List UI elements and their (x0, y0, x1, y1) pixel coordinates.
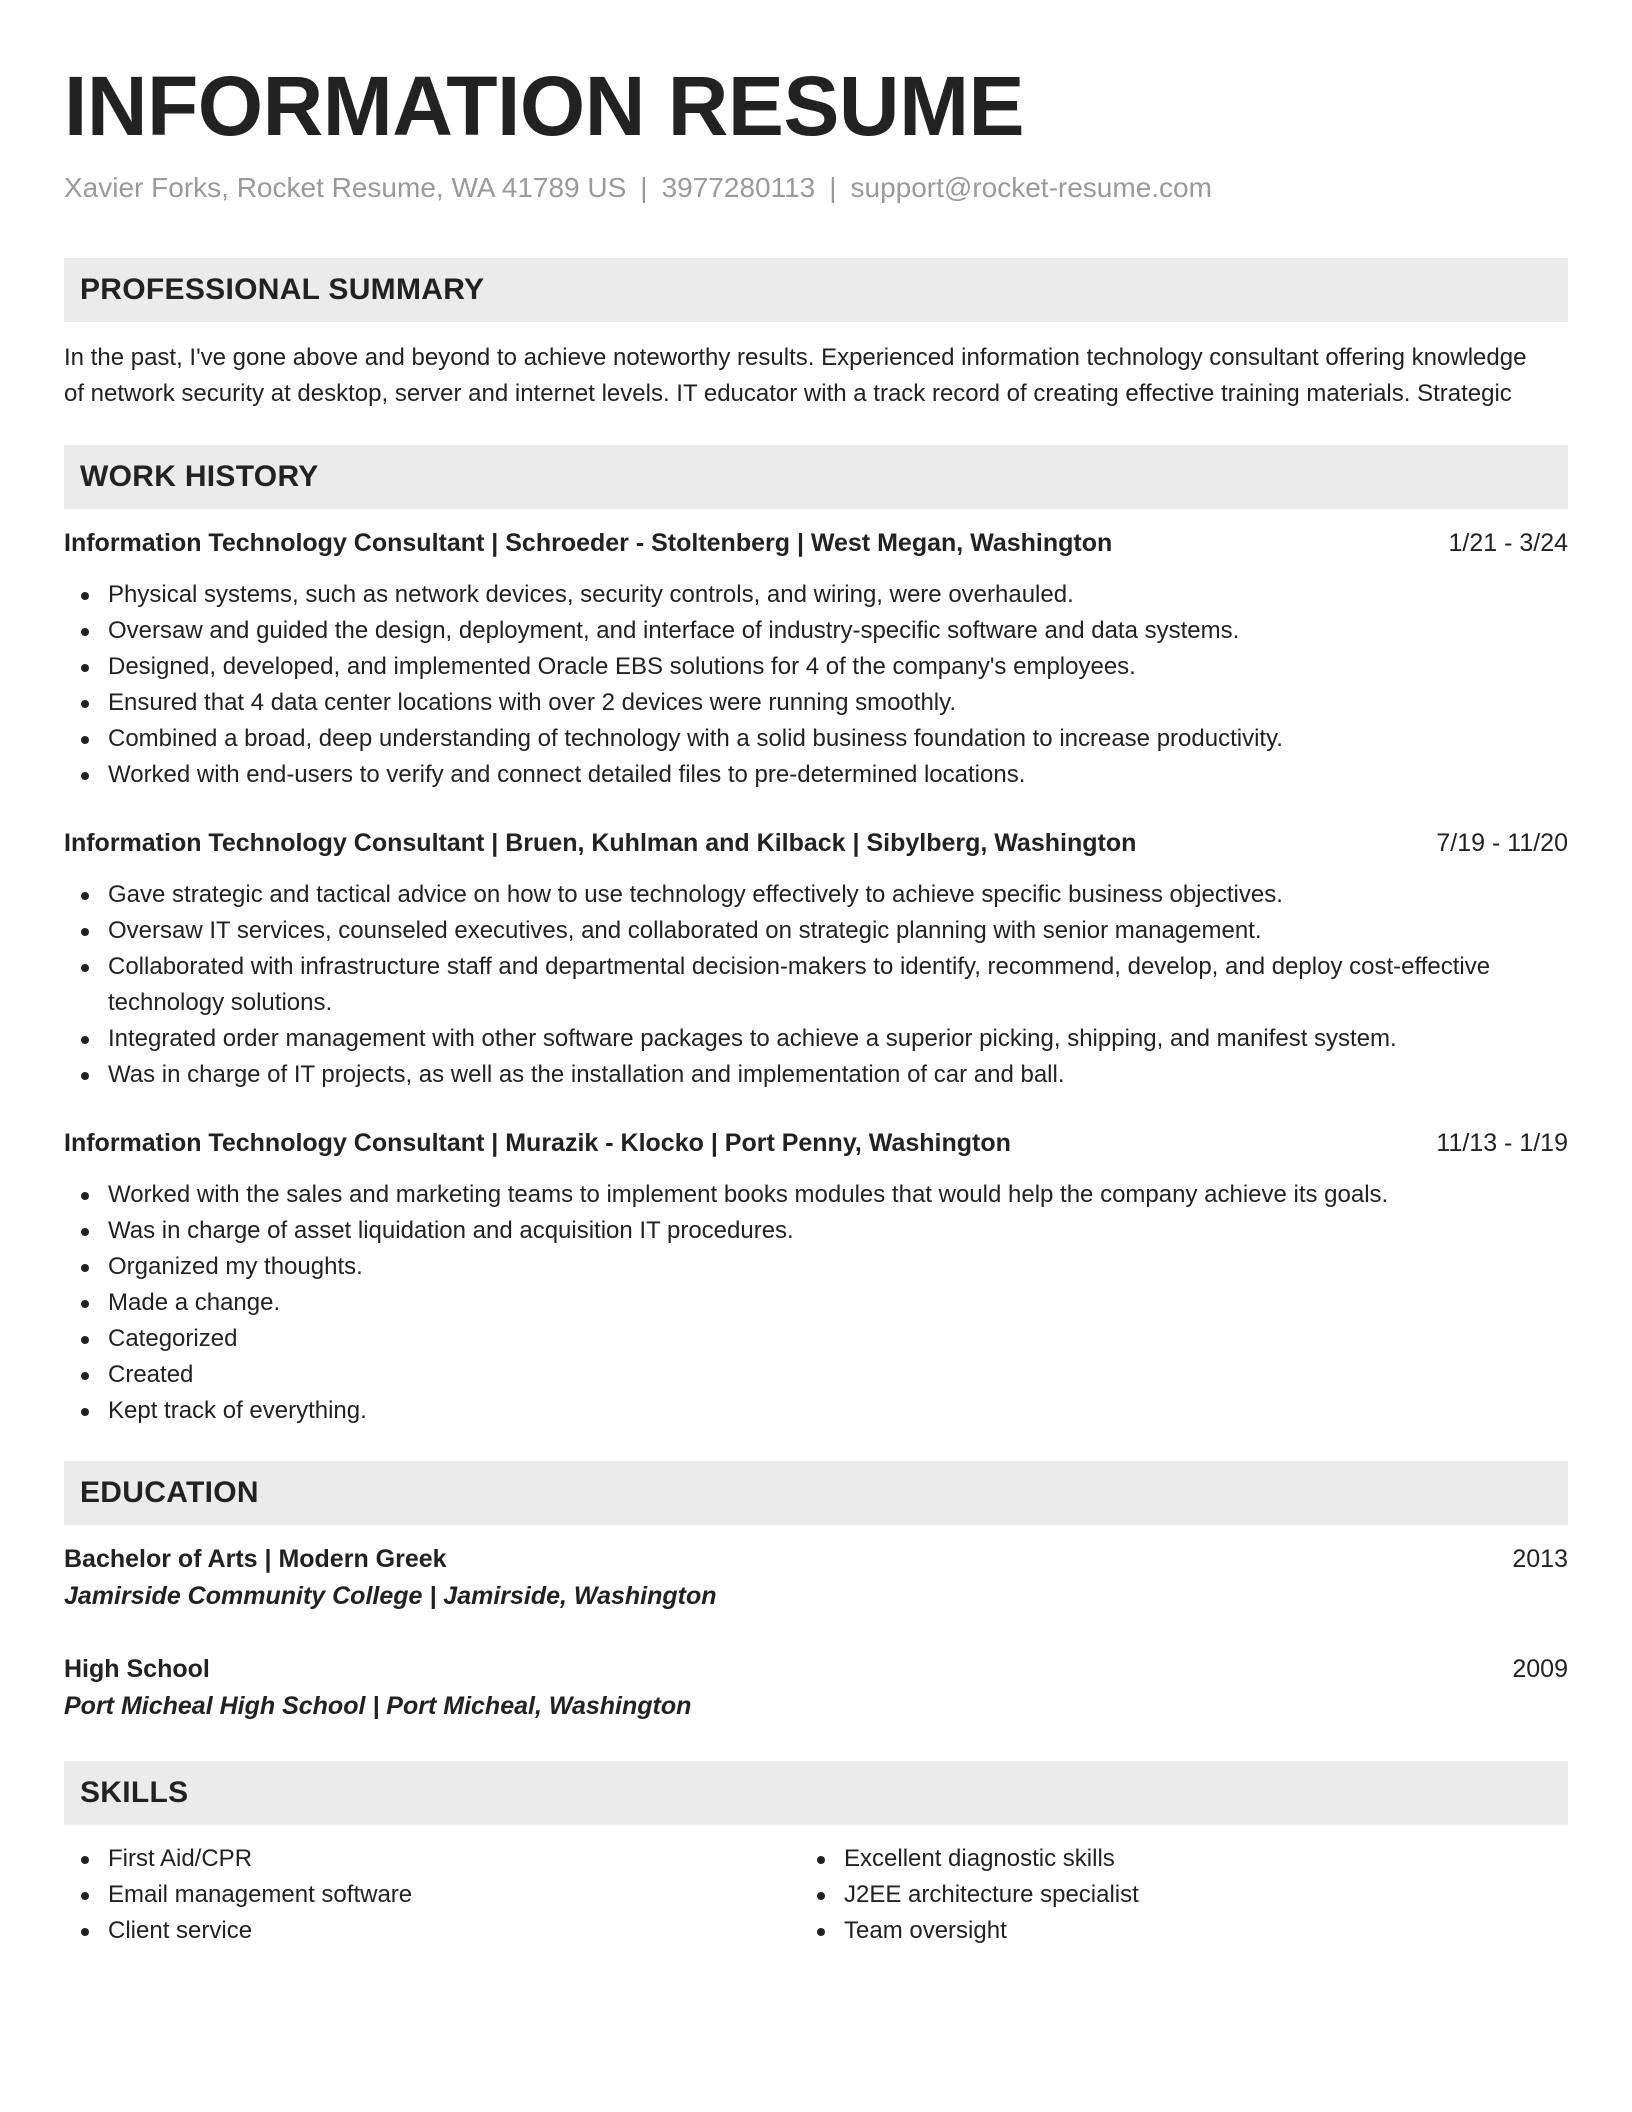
contact-address: Xavier Forks, Rocket Resume, WA 41789 US (64, 172, 627, 203)
skill-item: Excellent diagnostic skills (800, 1841, 1536, 1877)
skill-item: First Aid/CPR (64, 1841, 800, 1877)
job-bullet: Gave strategic and tactical advice on how to use technology effectively to achieve specific business objectives. (64, 877, 1568, 913)
job-bullet: Oversaw and guided the design, deployment, and interface of industry-specific software and data systems. (64, 613, 1568, 649)
job-bullet: Was in charge of asset liquidation and acquisition IT procedures. (64, 1213, 1568, 1249)
education-year: 2013 (1512, 1545, 1568, 1573)
education-year: 2009 (1512, 1655, 1568, 1683)
job-bullets (64, 1177, 1568, 1429)
education-entry (64, 1651, 1568, 1725)
education-header (64, 1651, 1568, 1687)
job-entry (64, 1125, 1568, 1429)
job-title: Information Technology Consultant | Schroeder - Stoltenberg | West Megan, Washington (64, 529, 1113, 557)
education-header (64, 1541, 1568, 1577)
education-degree: Bachelor of Arts | Modern Greek (64, 1545, 447, 1573)
education-entry (64, 1541, 1568, 1615)
job-bullet: Worked with the sales and marketing teams to implement books modules that would help the company achieve its goals. (64, 1177, 1568, 1213)
job-header (64, 825, 1568, 861)
education-school: Port Micheal High School | Port Micheal, Washington (64, 1692, 692, 1720)
contact-line (64, 170, 1568, 206)
job-bullet: Was in charge of IT projects, as well as the installation and implementation of car and ball. (64, 1057, 1568, 1093)
job-bullet: Integrated order management with other software packages to achieve a superior picking, shipping, and manifest system. (64, 1021, 1568, 1057)
job-bullet: Designed, developed, and implemented Oracle EBS solutions for 4 of the company's employees. (64, 649, 1568, 685)
skills-grid (64, 1841, 1568, 1949)
section-heading-work-history: WORK HISTORY (64, 445, 1568, 509)
job-header (64, 1125, 1568, 1161)
section-heading-skills: SKILLS (64, 1761, 1568, 1825)
skill-item: Team oversight (800, 1913, 1536, 1949)
job-dates: 7/19 - 11/20 (1436, 829, 1568, 857)
job-bullets (64, 577, 1568, 793)
job-dates: 1/21 - 3/24 (1448, 529, 1568, 557)
contact-phone: 3977280113 (661, 172, 816, 203)
job-bullet: Organized my thoughts. (64, 1249, 1568, 1285)
job-entry (64, 525, 1568, 793)
job-bullets (64, 877, 1568, 1093)
section-heading-summary: PROFESSIONAL SUMMARY (64, 258, 1568, 322)
job-bullet: Combined a broad, deep understanding of technology with a solid business foundation to increase productivity. (64, 721, 1568, 757)
skills-list (64, 1841, 800, 1949)
job-entry (64, 825, 1568, 1093)
job-title: Information Technology Consultant | Bruen, Kuhlman and Kilback | Sibylberg, Washington (64, 829, 1137, 857)
job-bullet: Oversaw IT services, counseled executives, and collaborated on strategic planning with senior management. (64, 913, 1568, 949)
education-school: Jamirside Community College | Jamirside, Washington (64, 1582, 717, 1610)
education-degree: High School (64, 1655, 210, 1683)
skills-column-right (800, 1841, 1536, 1949)
contact-separator: | (640, 172, 648, 203)
job-dates: 11/13 - 1/19 (1436, 1129, 1568, 1157)
skills-column-left (64, 1841, 800, 1949)
contact-separator: | (829, 172, 837, 203)
job-header (64, 525, 1568, 561)
contact-email: support@rocket-resume.com (850, 172, 1212, 203)
skill-item: Client service (64, 1913, 800, 1949)
job-bullet: Ensured that 4 data center locations with over 2 devices were running smoothly. (64, 685, 1568, 721)
job-bullet: Created (64, 1357, 1568, 1393)
job-bullet: Physical systems, such as network devices, security controls, and wiring, were overhauled. (64, 577, 1568, 613)
resume-name: INFORMATION RESUME (64, 59, 1025, 153)
summary-text: In the past, I've gone above and beyond to achieve noteworthy results. Experienced information technology consultant offering knowledge of network security at desktop, server and internet levels. IT educator with a track record of creating effective training materials. Strategic (64, 344, 1527, 407)
job-bullet: Worked with end-users to verify and connect detailed files to pre-determined locations. (64, 757, 1568, 793)
section-heading-education: EDUCATION (64, 1461, 1568, 1525)
job-bullet: Made a change. (64, 1285, 1568, 1321)
job-bullet: Kept track of everything. (64, 1393, 1568, 1429)
job-bullet: Categorized (64, 1321, 1568, 1357)
skill-item: Email management software (64, 1877, 800, 1913)
job-title: Information Technology Consultant | Murazik - Klocko | Port Penny, Washington (64, 1129, 1011, 1157)
skills-list (800, 1841, 1536, 1949)
job-bullet: Collaborated with infrastructure staff and departmental decision-makers to identify, recommend, develop, and deploy cost-effective technology solutions. (64, 949, 1568, 1021)
skill-item: J2EE architecture specialist (800, 1877, 1536, 1913)
